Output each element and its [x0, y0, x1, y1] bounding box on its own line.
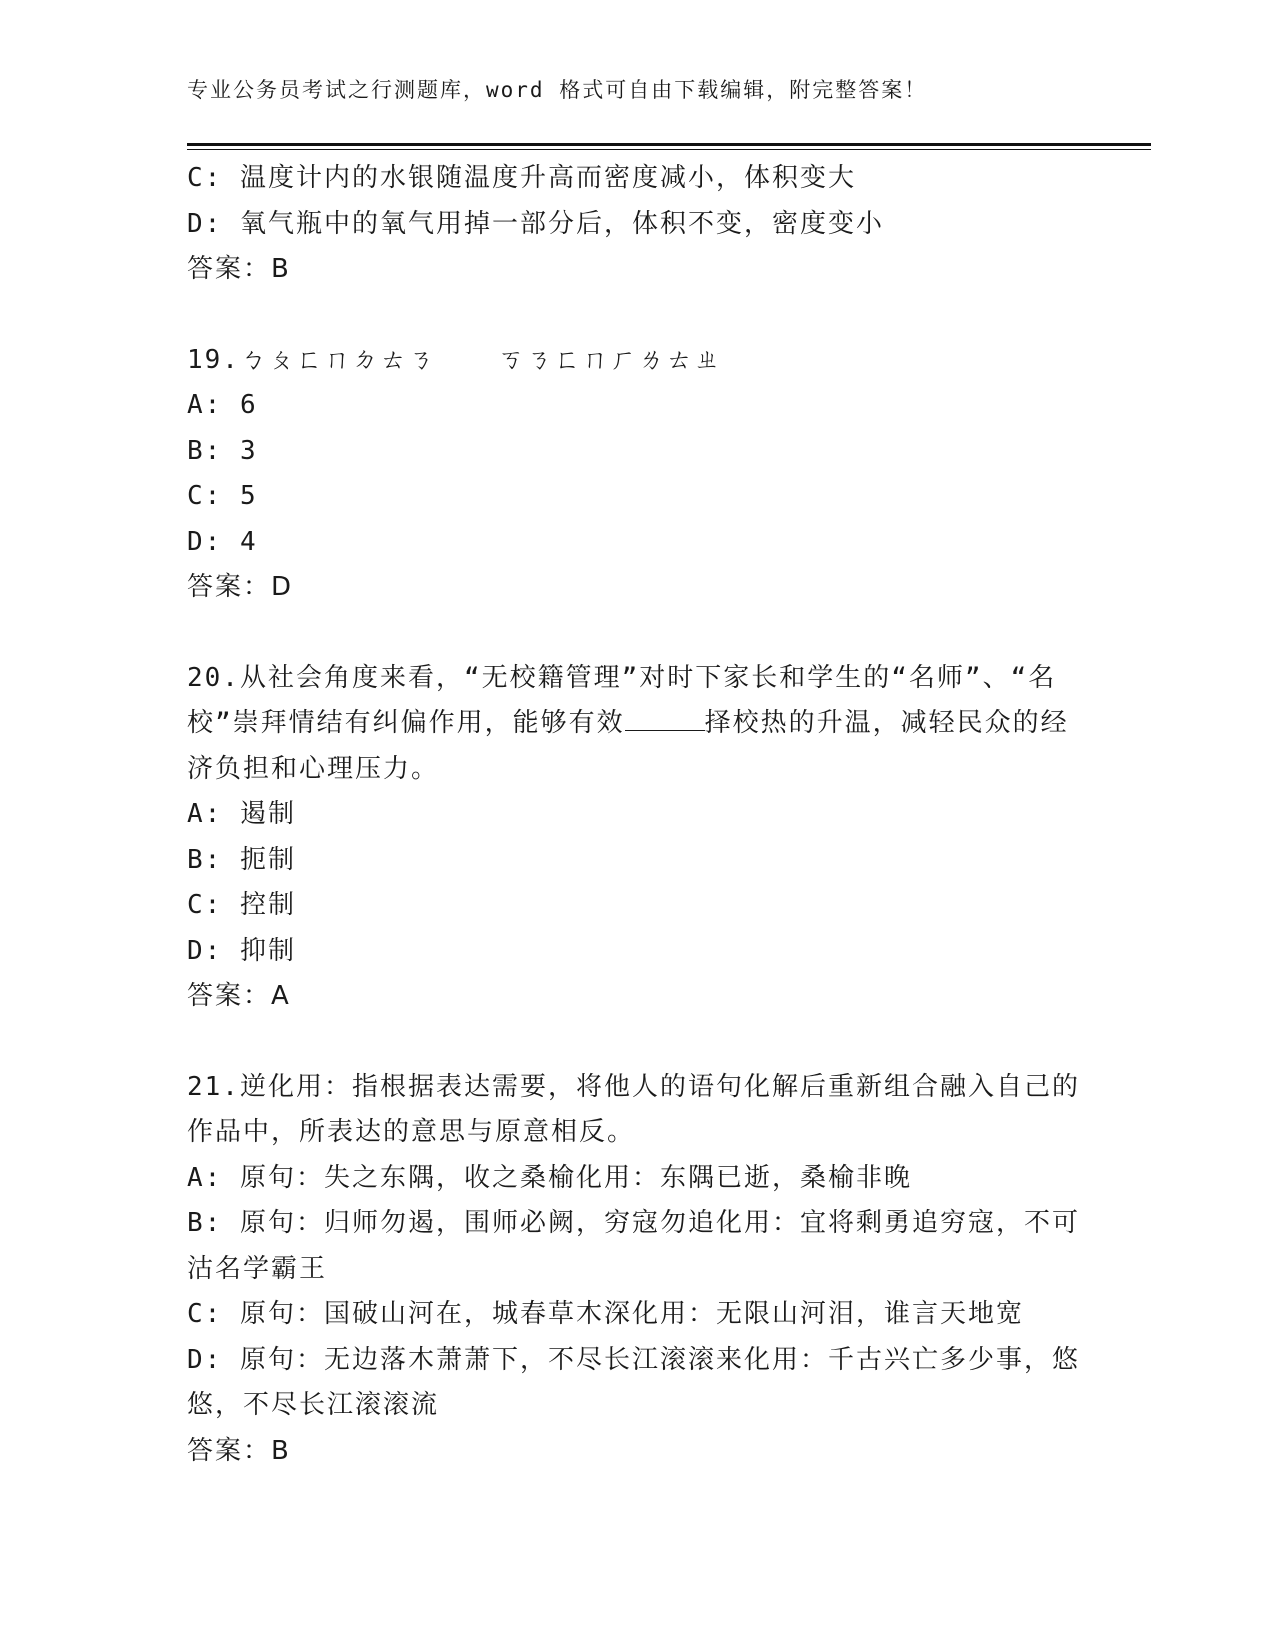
option-b: B: 3 — [187, 435, 258, 466]
option-d: D: 原句：无边落木萧萧下，不尽长江滚滚来化用：千古兴亡多少事，悠悠，不尽长江滚滚流 — [187, 1344, 1080, 1420]
option-d: D: 4 — [187, 526, 258, 557]
answer-line: 答案：A — [187, 981, 291, 1011]
option-a: A: 遏制 — [187, 799, 296, 829]
option-d: D: 抑制 — [187, 935, 296, 966]
question-20-stem: 20.从社会角度来看，“无校籍管理”对时下家长和学生的“名师”、“名校”崇拜情结有纠偏作用，能够有效 择校热的升温，减轻民众的经济负担和心理压力。 — [187, 662, 1069, 784]
answer-line: 答案：D — [187, 572, 294, 602]
page-header: 专业公务员考试之行测题库，word 格式可自由下载编辑，附完整答案！ — [187, 78, 928, 102]
option-c: C: 控制 — [187, 890, 296, 920]
question-21-stem: 21.逆化用：指根据表达需要，将他人的语句化解后重新组合融入自己的作品中，所表达的意思与原意相反。 — [187, 1071, 1080, 1147]
answer-line: 答案：B — [187, 254, 291, 284]
option-c: C: 原句：国破山河在，城春草木深化用：无限山河泪，谁言天地宽 — [187, 1299, 1024, 1329]
option-a: A: 原句：失之东隅，收之桑榆化用：东隅已逝，桑榆非晚 — [187, 1162, 912, 1193]
option-c: C: 5 — [187, 481, 258, 511]
header-divider — [187, 143, 1151, 150]
option-b: B: 原句：归师勿遏，围师必阙，穷寇勿追化用：宜将剩勇追穷寇，不可沽名学霸王 — [187, 1208, 1080, 1284]
answer-line: 答案：B — [187, 1435, 291, 1466]
question-content — [187, 156, 1087, 1474]
question-19-stem: 19.ㄅㄆㄈㄇㄉㄊㄋ ㄎㄋㄈㄇㄏㄌㄊㄓ — [187, 344, 722, 375]
fill-blank — [625, 708, 705, 731]
option-a: A: 6 — [187, 390, 258, 420]
option-b: B: 扼制 — [187, 844, 296, 875]
option-c: C: 温度计内的水银随温度升高而密度减小，体积变大 — [187, 163, 856, 193]
option-d: D: 氧气瓶中的氧气用掉一部分后，体积不变，密度变小 — [187, 208, 884, 239]
